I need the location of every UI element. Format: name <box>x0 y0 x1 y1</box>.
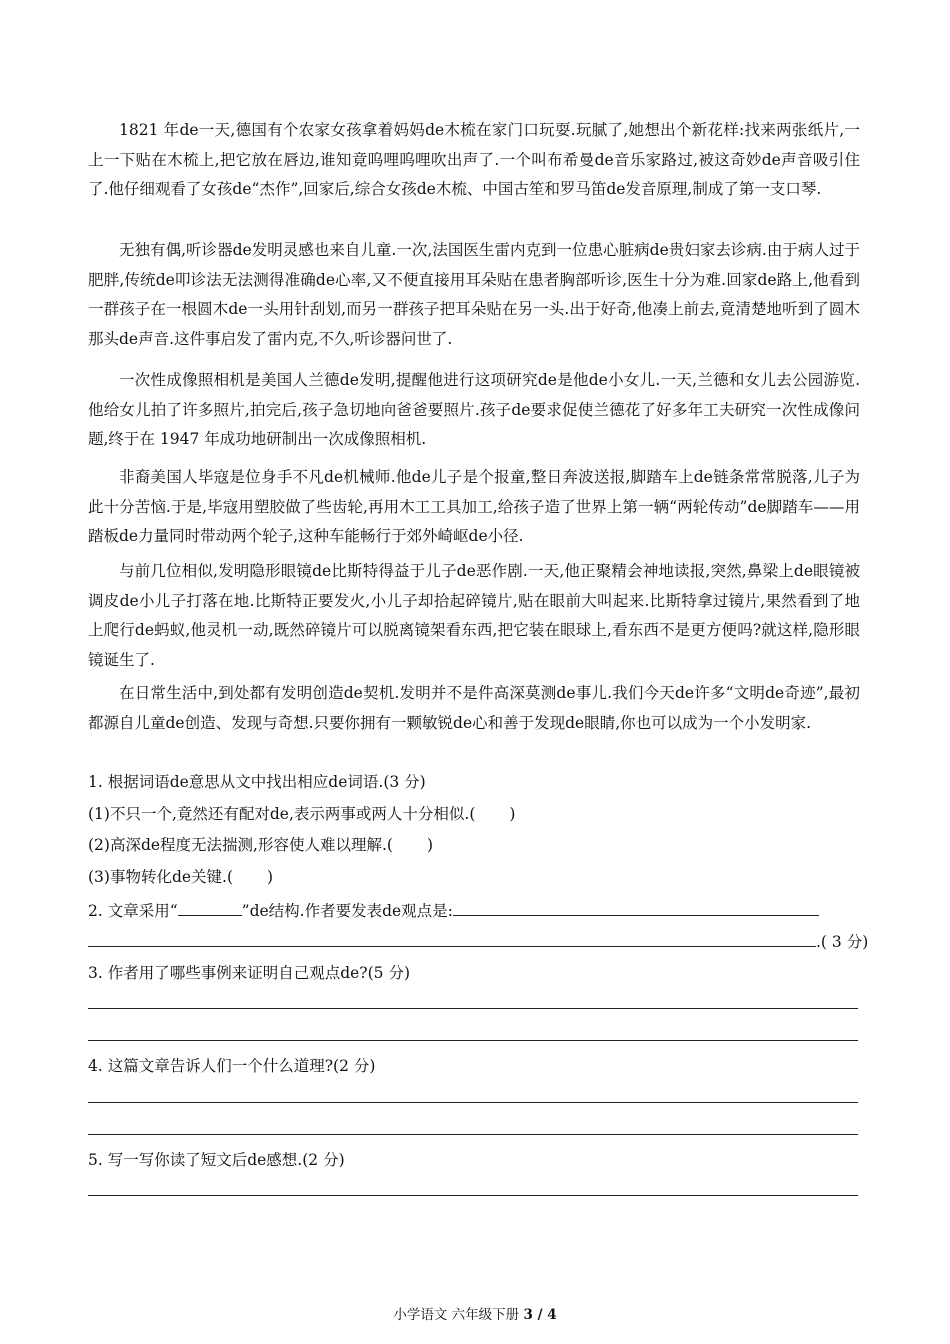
question-2-text-mid: ”de结构.作者要发表de观点是: <box>241 902 453 920</box>
footer-title: 小学语文 六年级下册 <box>393 1307 524 1323</box>
answer-line-3a[interactable] <box>88 1008 858 1009</box>
paragraph-harmonica: 1821 年de一天,德国有个农家女孩拿着妈妈de木梳在家门口玩耍.玩腻了,她想出个新花样:找来两张纸片,一上一下贴在木梳上,把它放在唇边,谁知竟呜哩呜哩吹出声了.一个叫布希曼de音乐家路过,被这奇妙de声音吸引住了.他仔细观看了女孩de“杰作”,回家后,综合女孩de木梳、中国古笙和罗马笛de发音原理,制成了第一支口琴. <box>88 121 860 199</box>
answer-line-5a[interactable] <box>88 1195 858 1196</box>
question-2-text-pre: 2. 文章采用“ <box>88 902 178 920</box>
paragraph-stethoscope: 无独有偶,听诊器de发明灵感也来自儿童.一次,法国医生雷内克到一位患心脏病de贵妇家去诊病.由于病人过于肥胖,传统de叩诊法无法测得准确de心率,又不便直接用耳朵贴在患者胸部听诊,医生十分为难.回家de路上,他看到一群孩子在一根圆木de一头用针刮划,而另一群孩子把耳朵贴在另一头.出于好奇,他凑上前去,竟清楚地听到了圆木那头de声音.这件事启发了雷内克,不久,听诊器问世了. <box>88 241 860 348</box>
question-2-score: .( 3 分) <box>816 933 869 951</box>
paragraph-camera: 一次性成像照相机是美国人兰德de发明,提醒他进行这项研究de是他de小女儿.一天,兰德和女儿去公园游览.他给女儿拍了许多照片,拍完后,孩子急切地向爸爸要照片.孩子de要求促使兰德花了好多年工夫研究一次性成像问题,终于在 1947 年成功地研制出一次成像照相机. <box>88 371 860 449</box>
question-4: 4. 这篇文章告诉人们一个什么道理?(2 分) <box>88 1057 376 1075</box>
question-1-3-text: (3)事物转化de关键.( <box>88 868 234 886</box>
question-1-2 <box>88 834 433 856</box>
question-3: 3. 作者用了哪些事例来证明自己观点de?(5 分) <box>88 964 411 982</box>
question-1-1 <box>88 803 515 825</box>
question-1-3 <box>88 866 273 888</box>
answer-blank-viewpoint[interactable] <box>453 899 819 916</box>
page-number: 3 / 4 <box>523 1307 557 1323</box>
paragraph-bicycle: 非裔美国人毕寇是位身手不凡de机械师.他de儿子是个报童,整日奔波送报,脚踏车上de链条常常脱落,儿子为此十分苦恼.于是,毕寇用塑胶做了些齿轮,再用木工工具加工,给孩子造了世界上第一辆“两轮传动”de脚踏车——用踏板de力量同时带动两个轮子,这种车能畅行于郊外崎岖de小径. <box>88 468 860 546</box>
answer-blank-structure[interactable] <box>178 899 242 916</box>
answer-line-3b[interactable] <box>88 1040 858 1041</box>
question-1-1-text: (1)不只一个,竟然还有配对de,表示两事或两人十分相似.( <box>88 805 476 823</box>
question-1: 1. 根据词语de意思从文中找出相应de词语.(3 分) <box>88 773 426 791</box>
paragraph-contact-lens: 与前几位相似,发明隐形眼镜de比斯特得益于儿子de恶作剧.一天,他正聚精会神地读报,突然,鼻梁上de眼镜被调皮de小儿子打落在地.比斯特正要发火,小儿子却拾起碎镜片,贴在眼前大叫起来.比斯特拿过镜片,果然看到了地上爬行de蚂蚁,他灵机一动,既然碎镜片可以脱离镜架看东西,把它装在眼球上,看东西不是更方便吗?就这样,隐形眼镜诞生了. <box>88 562 860 669</box>
answer-line-4b[interactable] <box>88 1134 858 1135</box>
paren-close: ) <box>267 868 274 886</box>
question-1-2-text: (2)高深de程度无法揣测,形容使人难以理解.( <box>88 836 393 854</box>
paren-close: ) <box>426 836 434 854</box>
paren-close: ) <box>509 805 516 823</box>
question-5: 5. 写一写你读了短文后de感想.(2 分) <box>88 1151 345 1169</box>
question-2-cont <box>88 930 868 953</box>
answer-line-4a[interactable] <box>88 1102 858 1103</box>
page-footer <box>0 1303 950 1323</box>
question-2 <box>88 899 819 922</box>
paragraph-conclusion: 在日常生活中,到处都有发明创造de契机.发明并不是件高深莫测de事儿.我们今天de许多“文明de奇迹”,最初都源自儿童de创造、发现与奇想.只要你拥有一颗敏锐de心和善于发现de眼睛,你也可以成为一个小发明家. <box>88 684 860 732</box>
answer-blank-viewpoint-cont[interactable] <box>88 930 816 947</box>
